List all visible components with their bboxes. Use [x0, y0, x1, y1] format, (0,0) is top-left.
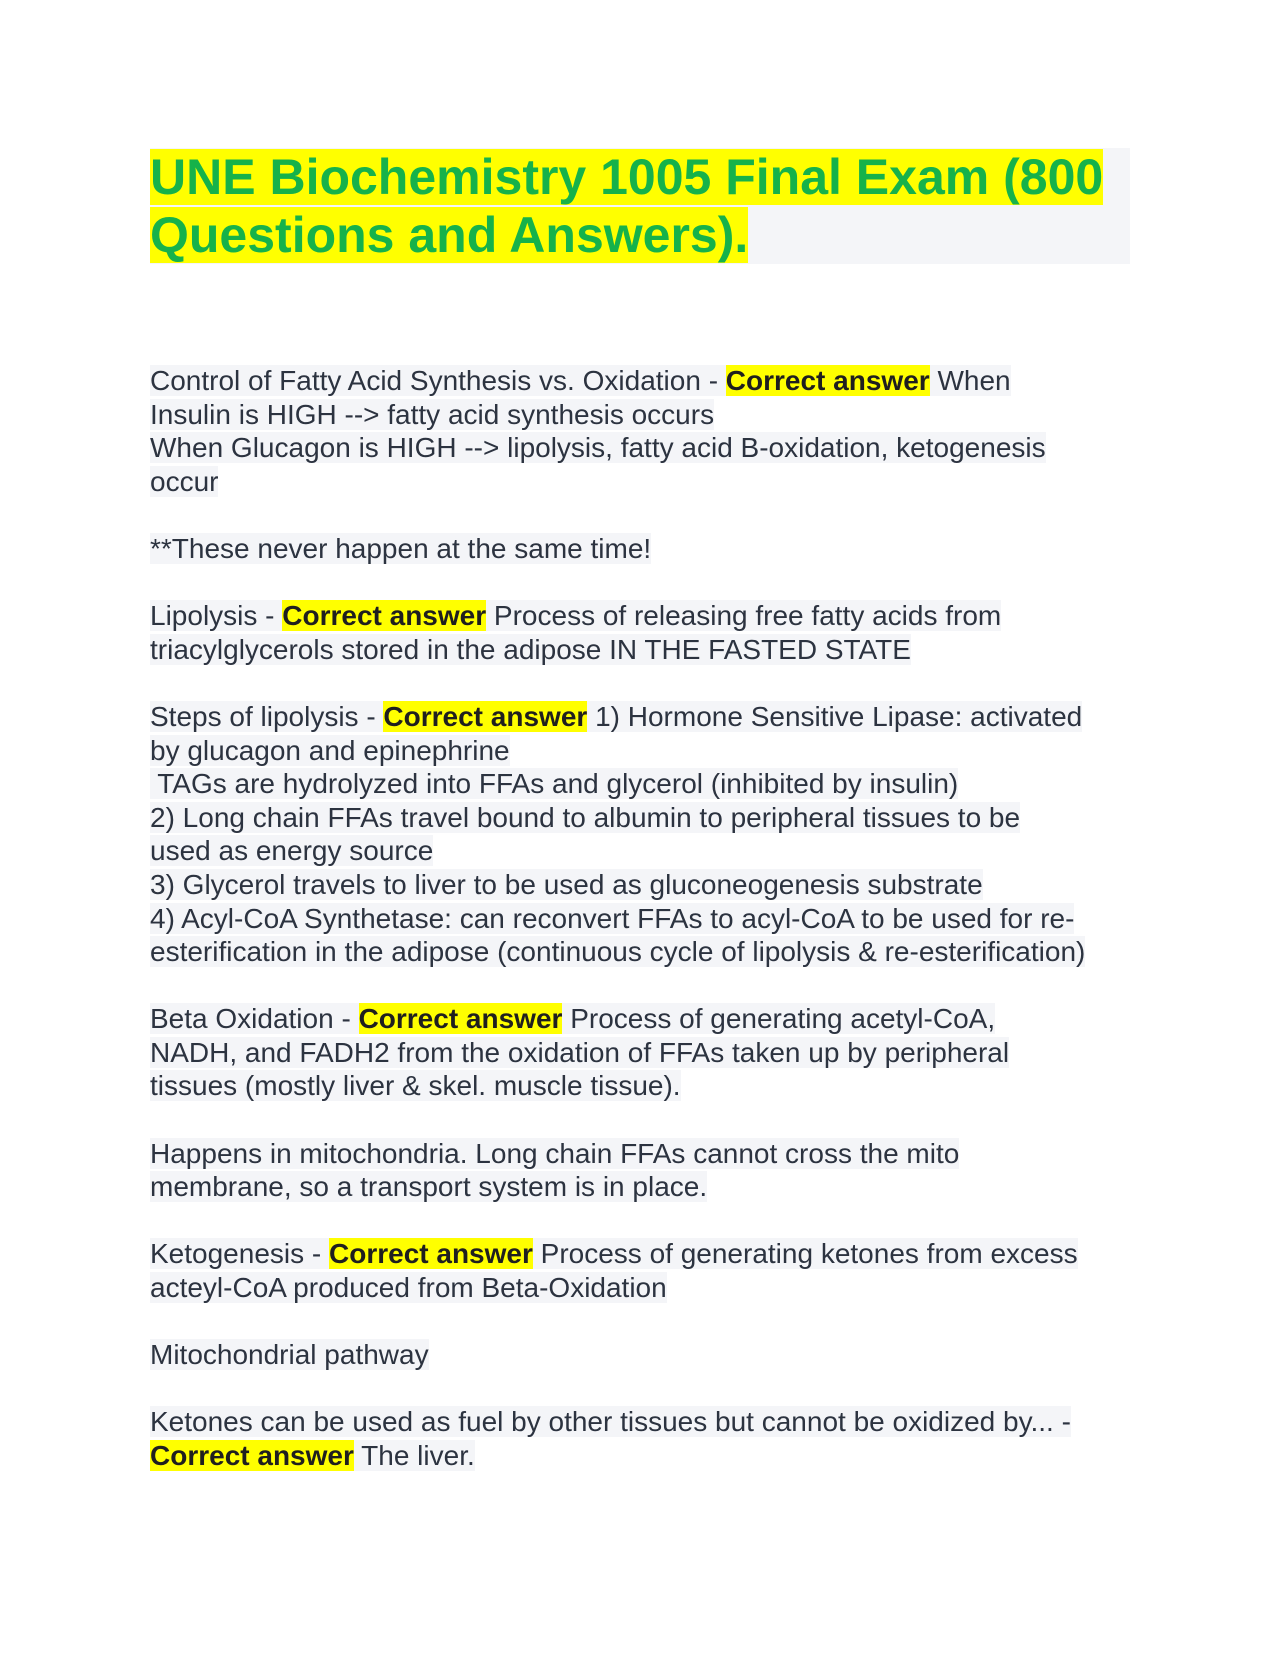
note-line: membrane, so a transport system is in place.	[150, 1171, 708, 1203]
document-page	[150, 148, 1130, 1473]
answer-line: tissues (mostly liver & skel. muscle tissue).	[150, 1070, 681, 1102]
qa-entry	[150, 1002, 1130, 1204]
document-content	[150, 364, 1130, 1473]
answer-line: 3) Glycerol travels to liver to be used as gluconeogenesis substrate	[150, 868, 983, 900]
answer-line: occur	[150, 465, 219, 497]
note-line: **These never happen at the same time!	[150, 532, 652, 564]
answer-line: esterification in the adipose (continuous cycle of lipolysis & re-esterification)	[150, 936, 1086, 968]
correct-answer-label: Correct answer	[725, 365, 930, 396]
question-line: Steps of lipolysis - Correct answer 1) Hormone Sensitive Lipase: activated	[150, 700, 1083, 732]
qa-entry	[150, 364, 1130, 566]
answer-line: NADH, and FADH2 from the oxidation of FFAs taken up by peripheral	[150, 1036, 1010, 1068]
question-line: Ketogenesis - Correct answer Process of generating ketones from excess	[150, 1238, 1078, 1270]
answer-line: When Glucagon is HIGH --> lipolysis, fatty acid B-oxidation, ketogenesis	[150, 432, 1046, 464]
correct-answer-label: Correct answer	[358, 1003, 563, 1035]
qa-entry	[150, 700, 1130, 969]
answer-line: used as energy source	[150, 835, 434, 867]
answer-line: TAGs are hydrolyzed into FFAs and glycerol (inhibited by insulin)	[150, 768, 959, 800]
note-line: Mitochondrial pathway	[150, 1339, 429, 1371]
question-line: Control of Fatty Acid Synthesis vs. Oxidation - Correct answer When	[150, 365, 1011, 396]
question-line: Ketones can be used as fuel by other tissues but cannot be oxidized by... -	[150, 1406, 1071, 1438]
question-line: Beta Oxidation - Correct answer Process of generating acetyl-CoA,	[150, 1003, 996, 1035]
correct-answer-label: Correct answer	[150, 1440, 354, 1471]
qa-entry	[150, 1237, 1130, 1371]
answer-line: Correct answer The liver.	[150, 1440, 475, 1471]
answer-line: Insulin is HIGH --> fatty acid synthesis occurs	[150, 398, 715, 430]
note-line: Happens in mitochondria. Long chain FFAs cannot cross the mito	[150, 1137, 960, 1169]
answer-line: by glucagon and epinephrine	[150, 734, 510, 766]
answer-line: triacylglycerols stored in the adipose IN THE FASTED STATE	[150, 633, 911, 665]
correct-answer-label: Correct answer	[282, 600, 487, 632]
qa-entry	[150, 1405, 1130, 1472]
question-line: Lipolysis - Correct answer Process of releasing free fatty acids from	[150, 600, 1002, 632]
correct-answer-label: Correct answer	[383, 700, 588, 732]
document-title: UNE Biochemistry 1005 Final Exam (800 Questions and Answers).	[150, 149, 1104, 263]
answer-line: 2) Long chain FFAs travel bound to albumin to peripheral tissues to be	[150, 801, 1021, 833]
qa-entry	[150, 599, 1130, 666]
correct-answer-label: Correct answer	[329, 1238, 533, 1270]
answer-line: acteyl-CoA produced from Beta-Oxidation	[150, 1272, 667, 1304]
answer-line: 4) Acyl-CoA Synthetase: can reconvert FFAs to acyl-CoA to be used for re-	[150, 902, 1075, 934]
title-block	[150, 148, 1130, 264]
